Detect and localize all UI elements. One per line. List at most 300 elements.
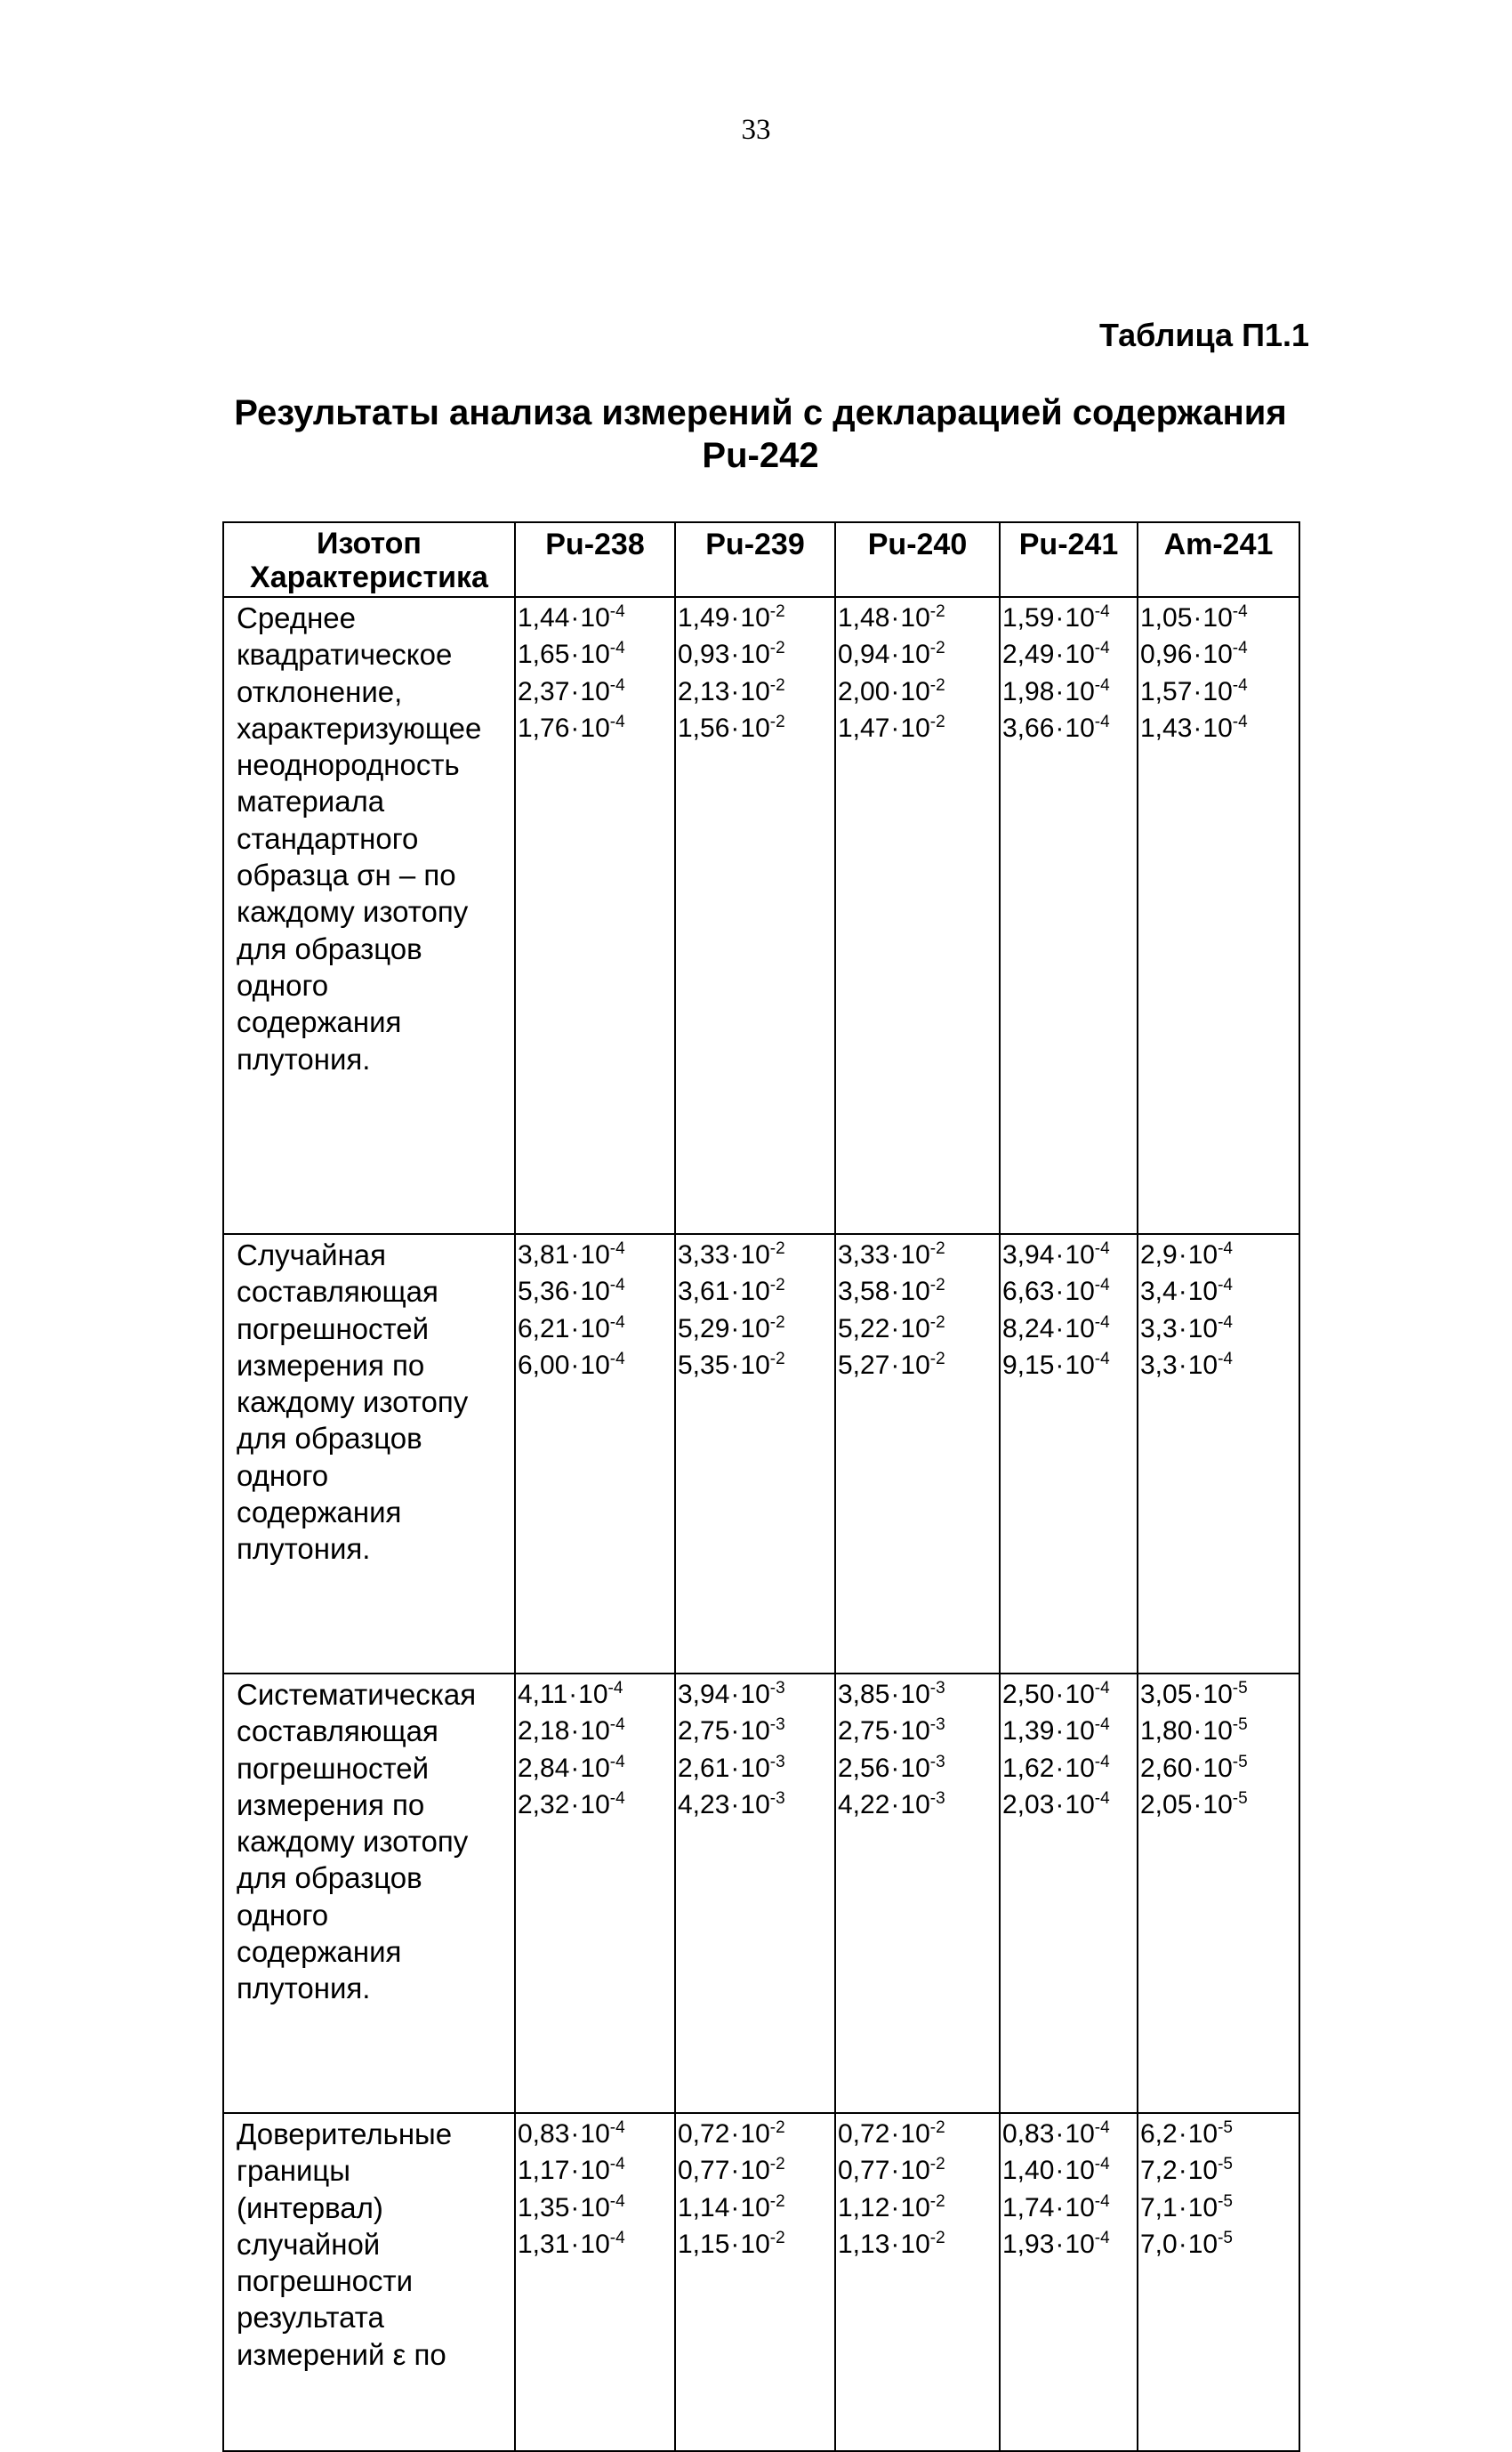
value-entry bbox=[1002, 710, 1137, 746]
value-base: 10 bbox=[580, 1313, 610, 1343]
multiplication-dot: · bbox=[890, 1277, 900, 1307]
value-mantissa: 2,50 bbox=[1002, 1680, 1055, 1709]
multiplication-dot: · bbox=[890, 1313, 900, 1343]
value-mantissa: 9,15 bbox=[1002, 1350, 1055, 1380]
value-exponent: -4 bbox=[609, 712, 625, 731]
value-base: 10 bbox=[1065, 1753, 1095, 1783]
value-entry bbox=[678, 2190, 834, 2226]
value-exponent: -2 bbox=[929, 2118, 945, 2137]
row-label-line: для образцов bbox=[237, 932, 422, 965]
row-label-line: каждому изотопу bbox=[237, 1825, 469, 1859]
value-exponent: -4 bbox=[1232, 602, 1248, 621]
value-exponent: -2 bbox=[769, 602, 785, 621]
row-label-line: измерения по bbox=[237, 1348, 425, 1382]
value-entry bbox=[678, 600, 834, 636]
value-exponent: -2 bbox=[929, 1349, 945, 1368]
value-mantissa: 0,72 bbox=[838, 2119, 890, 2149]
value-mantissa: 1,35 bbox=[518, 2192, 570, 2222]
value-mantissa: 0,96 bbox=[1140, 640, 1193, 670]
value-mantissa: 1,93 bbox=[1002, 2229, 1055, 2259]
value-mantissa: 2,75 bbox=[838, 1716, 890, 1746]
value-entry bbox=[1140, 1237, 1299, 1273]
value-base: 10 bbox=[580, 2119, 610, 2149]
value-entry bbox=[1002, 2152, 1137, 2189]
value-exponent: -4 bbox=[1218, 1349, 1233, 1368]
value-entry bbox=[678, 1787, 834, 1823]
row-label-line: содержания bbox=[237, 1935, 402, 1969]
value-base: 10 bbox=[580, 1350, 610, 1380]
multiplication-dot: · bbox=[890, 603, 900, 633]
value-exponent: -2 bbox=[769, 2228, 785, 2247]
value-exponent: -3 bbox=[769, 1715, 785, 1735]
value-base: 10 bbox=[740, 1716, 770, 1746]
value-mantissa: 3,33 bbox=[678, 1240, 730, 1270]
value-entry bbox=[678, 1713, 834, 1749]
value-exponent: -2 bbox=[769, 675, 785, 695]
value-base: 10 bbox=[1187, 2229, 1218, 2259]
multiplication-dot: · bbox=[1193, 676, 1202, 706]
value-base: 10 bbox=[1065, 1240, 1095, 1270]
multiplication-dot: · bbox=[1055, 1716, 1065, 1746]
value-exponent: -4 bbox=[607, 1679, 623, 1698]
value-exponent: -4 bbox=[609, 2191, 625, 2211]
multiplication-dot: · bbox=[1193, 1716, 1202, 1746]
value-base: 10 bbox=[1202, 1680, 1233, 1709]
value-cell bbox=[1000, 1234, 1138, 1674]
value-mantissa: 1,56 bbox=[678, 713, 730, 743]
value-mantissa: 5,29 bbox=[678, 1313, 730, 1343]
value-mantissa: 1,57 bbox=[1140, 676, 1193, 706]
multiplication-dot: · bbox=[1178, 1313, 1187, 1343]
multiplication-dot: · bbox=[1193, 640, 1202, 670]
value-entry bbox=[1140, 2116, 1299, 2152]
value-cell bbox=[515, 2113, 675, 2451]
value-base: 10 bbox=[580, 713, 610, 743]
value-entry bbox=[1140, 1347, 1299, 1383]
row-label-line: измерения по bbox=[237, 1787, 425, 1821]
multiplication-dot: · bbox=[1055, 1789, 1065, 1819]
value-exponent: -4 bbox=[609, 1239, 625, 1258]
value-base: 10 bbox=[578, 1680, 608, 1709]
multiplication-dot: · bbox=[730, 713, 740, 743]
row-label-line: погрешности bbox=[237, 2264, 414, 2298]
value-exponent: -2 bbox=[929, 1312, 945, 1332]
value-exponent: -2 bbox=[769, 1312, 785, 1332]
value-base: 10 bbox=[900, 1753, 930, 1783]
value-mantissa: 1,98 bbox=[1002, 676, 1055, 706]
value-base: 10 bbox=[1202, 603, 1233, 633]
value-base: 10 bbox=[1202, 640, 1233, 670]
value-entry bbox=[518, 1273, 674, 1310]
value-mantissa: 1,47 bbox=[838, 713, 890, 743]
value-exponent: -2 bbox=[929, 2155, 945, 2174]
row-label-line: Случайная bbox=[237, 1238, 387, 1271]
row-label-line: результата bbox=[237, 2301, 384, 2335]
value-cell bbox=[515, 1674, 675, 2113]
value-mantissa: 2,32 bbox=[518, 1789, 570, 1819]
value-entry bbox=[838, 1787, 999, 1823]
multiplication-dot: · bbox=[890, 2156, 900, 2186]
value-entry bbox=[1002, 2116, 1137, 2152]
multiplication-dot: · bbox=[1055, 2119, 1065, 2149]
multiplication-dot: · bbox=[730, 1716, 740, 1746]
multiplication-dot: · bbox=[730, 603, 740, 633]
value-mantissa: 2,49 bbox=[1002, 640, 1055, 670]
value-base: 10 bbox=[740, 2192, 770, 2222]
value-mantissa: 1,13 bbox=[838, 2229, 890, 2259]
row-label-line: составляющая bbox=[237, 1714, 438, 1748]
row-label-line: одного bbox=[237, 1898, 329, 1932]
value-mantissa: 1,76 bbox=[518, 713, 570, 743]
value-mantissa: 3,66 bbox=[1002, 713, 1055, 743]
value-base: 10 bbox=[900, 640, 930, 670]
row-label-line: каждому изотопу bbox=[237, 895, 469, 929]
value-entry bbox=[678, 1347, 834, 1383]
value-exponent: -4 bbox=[609, 2228, 625, 2247]
value-cell bbox=[675, 597, 835, 1234]
value-exponent: -2 bbox=[929, 1276, 945, 1295]
row-label-line: для образцов bbox=[237, 1861, 422, 1895]
value-entry bbox=[518, 1676, 674, 1713]
value-cell bbox=[515, 597, 675, 1234]
multiplication-dot: · bbox=[730, 1313, 740, 1343]
value-mantissa: 1,31 bbox=[518, 2229, 570, 2259]
value-exponent: -5 bbox=[1232, 1752, 1248, 1771]
value-base: 10 bbox=[1187, 2192, 1218, 2222]
value-base: 10 bbox=[1065, 2229, 1095, 2259]
value-entry bbox=[1140, 1787, 1299, 1823]
value-entry bbox=[1140, 600, 1299, 636]
value-entry bbox=[518, 1347, 674, 1383]
multiplication-dot: · bbox=[570, 1313, 580, 1343]
value-mantissa: 3,4 bbox=[1140, 1277, 1178, 1307]
value-mantissa: 5,22 bbox=[838, 1313, 890, 1343]
row-label bbox=[223, 1674, 515, 2113]
value-mantissa: 5,35 bbox=[678, 1350, 730, 1380]
value-mantissa: 1,17 bbox=[518, 2156, 570, 2186]
value-entry bbox=[518, 710, 674, 746]
value-exponent: -3 bbox=[929, 1679, 945, 1698]
multiplication-dot: · bbox=[1178, 1240, 1187, 1270]
value-mantissa: 4,23 bbox=[678, 1789, 730, 1819]
multiplication-dot: · bbox=[890, 713, 900, 743]
value-cell bbox=[835, 1234, 1000, 1674]
value-mantissa: 1,59 bbox=[1002, 603, 1055, 633]
value-exponent: -4 bbox=[609, 675, 625, 695]
value-cell bbox=[675, 1234, 835, 1674]
value-mantissa: 0,77 bbox=[838, 2156, 890, 2186]
value-base: 10 bbox=[1065, 1680, 1095, 1709]
value-base: 10 bbox=[740, 640, 770, 670]
value-exponent: -5 bbox=[1218, 2228, 1233, 2247]
value-base: 10 bbox=[1202, 676, 1233, 706]
value-base: 10 bbox=[580, 2229, 610, 2259]
value-exponent: -3 bbox=[769, 1788, 785, 1808]
row-label bbox=[223, 2113, 515, 2451]
value-exponent: -5 bbox=[1232, 1715, 1248, 1735]
value-exponent: -4 bbox=[1218, 1312, 1233, 1332]
value-exponent: -2 bbox=[929, 675, 945, 695]
value-entry bbox=[838, 2226, 999, 2262]
multiplication-dot: · bbox=[1178, 2229, 1187, 2259]
value-entry bbox=[518, 2152, 674, 2189]
multiplication-dot: · bbox=[1178, 1277, 1187, 1307]
multiplication-dot: · bbox=[1055, 1313, 1065, 1343]
value-exponent: -2 bbox=[769, 2191, 785, 2211]
value-entry bbox=[518, 600, 674, 636]
value-mantissa: 1,39 bbox=[1002, 1716, 1055, 1746]
multiplication-dot: · bbox=[890, 1350, 900, 1380]
value-base: 10 bbox=[900, 1350, 930, 1380]
value-base: 10 bbox=[900, 1716, 930, 1746]
multiplication-dot: · bbox=[730, 1240, 740, 1270]
value-entry bbox=[678, 1676, 834, 1713]
value-mantissa: 1,48 bbox=[838, 603, 890, 633]
value-exponent: -2 bbox=[769, 1239, 785, 1258]
value-base: 10 bbox=[1187, 2156, 1218, 2186]
multiplication-dot: · bbox=[1055, 2156, 1065, 2186]
multiplication-dot: · bbox=[1178, 2156, 1187, 2186]
value-base: 10 bbox=[740, 1680, 770, 1709]
value-mantissa: 1,40 bbox=[1002, 2156, 1055, 2186]
value-exponent: -4 bbox=[1094, 712, 1110, 731]
row-label-line: материала bbox=[237, 785, 385, 819]
value-entry bbox=[678, 710, 834, 746]
value-mantissa: 2,84 bbox=[518, 1753, 570, 1783]
value-entry bbox=[1002, 1676, 1137, 1713]
value-base: 10 bbox=[1065, 2192, 1095, 2222]
value-exponent: -3 bbox=[929, 1788, 945, 1808]
title-line-2: Pu-242 bbox=[702, 436, 819, 475]
multiplication-dot: · bbox=[730, 1350, 740, 1380]
value-entry bbox=[1002, 1273, 1137, 1310]
value-entry bbox=[838, 2152, 999, 2189]
multiplication-dot: · bbox=[730, 2229, 740, 2259]
row-label-line: измерений ε по bbox=[237, 2337, 446, 2371]
value-base: 10 bbox=[1065, 713, 1095, 743]
value-mantissa: 3,94 bbox=[1002, 1240, 1055, 1270]
value-base: 10 bbox=[1187, 1313, 1218, 1343]
value-cell bbox=[1138, 1674, 1299, 2113]
value-base: 10 bbox=[580, 1240, 610, 1270]
value-mantissa: 3,58 bbox=[838, 1277, 890, 1307]
multiplication-dot: · bbox=[890, 1240, 900, 1270]
value-entry bbox=[1002, 2190, 1137, 2226]
row-label-line: квадратическое bbox=[237, 638, 453, 672]
row-label-line: каждому изотопу bbox=[237, 1385, 469, 1419]
value-entry bbox=[518, 2226, 674, 2262]
value-entry bbox=[838, 636, 999, 673]
value-exponent: -3 bbox=[929, 1715, 945, 1735]
value-entry bbox=[678, 1273, 834, 1310]
value-base: 10 bbox=[740, 1240, 770, 1270]
multiplication-dot: · bbox=[730, 1680, 740, 1709]
value-entry bbox=[1140, 1273, 1299, 1310]
value-mantissa: 1,44 bbox=[518, 603, 570, 633]
value-base: 10 bbox=[1065, 1313, 1095, 1343]
value-entry bbox=[1002, 673, 1137, 710]
value-base: 10 bbox=[1202, 1789, 1233, 1819]
table-row bbox=[223, 1674, 1299, 2113]
value-base: 10 bbox=[1065, 1716, 1095, 1746]
value-cell bbox=[835, 1674, 1000, 2113]
value-base: 10 bbox=[900, 1240, 930, 1270]
value-entry bbox=[838, 1750, 999, 1787]
value-mantissa: 0,93 bbox=[678, 640, 730, 670]
multiplication-dot: · bbox=[730, 2192, 740, 2222]
multiplication-dot: · bbox=[890, 2119, 900, 2149]
value-base: 10 bbox=[740, 1789, 770, 1819]
value-exponent: -4 bbox=[609, 1788, 625, 1808]
value-exponent: -2 bbox=[929, 2228, 945, 2247]
multiplication-dot: · bbox=[1055, 640, 1065, 670]
value-entry bbox=[518, 636, 674, 673]
row-label-line: отклонение, bbox=[237, 674, 403, 708]
value-exponent: -4 bbox=[1218, 1239, 1233, 1258]
value-mantissa: 4,11 bbox=[518, 1680, 568, 1709]
multiplication-dot: · bbox=[730, 2119, 740, 2149]
value-base: 10 bbox=[580, 1277, 610, 1307]
value-mantissa: 3,3 bbox=[1140, 1350, 1178, 1380]
value-base: 10 bbox=[740, 2156, 770, 2186]
multiplication-dot: · bbox=[1178, 2192, 1187, 2222]
value-entry bbox=[838, 2116, 999, 2152]
multiplication-dot: · bbox=[730, 1789, 740, 1819]
multiplication-dot: · bbox=[730, 640, 740, 670]
value-base: 10 bbox=[580, 2156, 610, 2186]
value-base: 10 bbox=[900, 2119, 930, 2149]
row-label-line: составляющая bbox=[237, 1275, 438, 1309]
value-exponent: -4 bbox=[1232, 712, 1248, 731]
value-entry bbox=[838, 1273, 999, 1310]
multiplication-dot: · bbox=[890, 1753, 900, 1783]
value-mantissa: 3,94 bbox=[678, 1680, 730, 1709]
value-base: 10 bbox=[1187, 1240, 1218, 1270]
value-mantissa: 2,56 bbox=[838, 1753, 890, 1783]
value-mantissa: 3,85 bbox=[838, 1680, 890, 1709]
value-entry bbox=[518, 2190, 674, 2226]
value-cell bbox=[1138, 2113, 1299, 2451]
value-entry bbox=[678, 673, 834, 710]
multiplication-dot: · bbox=[570, 640, 580, 670]
value-mantissa: 3,61 bbox=[678, 1277, 730, 1307]
value-cell bbox=[675, 2113, 835, 2451]
value-base: 10 bbox=[740, 713, 770, 743]
multiplication-dot: · bbox=[1055, 2229, 1065, 2259]
row-label-line: погрешностей bbox=[237, 1751, 430, 1785]
value-entry bbox=[518, 1237, 674, 1273]
row-label-line: образца σн – по bbox=[237, 859, 456, 892]
value-exponent: -4 bbox=[1094, 1752, 1110, 1771]
row-label-line: Среднее bbox=[237, 601, 356, 634]
value-base: 10 bbox=[900, 2192, 930, 2222]
value-exponent: -2 bbox=[769, 2155, 785, 2174]
value-base: 10 bbox=[900, 676, 930, 706]
row-label-line: погрешностей bbox=[237, 1311, 430, 1345]
multiplication-dot: · bbox=[730, 2156, 740, 2186]
value-base: 10 bbox=[1187, 2119, 1218, 2149]
value-exponent: -4 bbox=[609, 639, 625, 658]
row-label-line: плутония. bbox=[237, 1532, 371, 1566]
header-isotope-characteristic bbox=[223, 522, 515, 597]
row-label bbox=[223, 597, 515, 1234]
value-base: 10 bbox=[740, 603, 770, 633]
value-entry bbox=[1002, 1750, 1137, 1787]
value-base: 10 bbox=[1065, 1277, 1095, 1307]
value-exponent: -2 bbox=[929, 712, 945, 731]
value-mantissa: 2,03 bbox=[1002, 1789, 1055, 1819]
value-mantissa: 2,13 bbox=[678, 676, 730, 706]
value-mantissa: 5,27 bbox=[838, 1350, 890, 1380]
value-base: 10 bbox=[1065, 603, 1095, 633]
value-exponent: -4 bbox=[609, 1752, 625, 1771]
multiplication-dot: · bbox=[570, 1753, 580, 1783]
value-base: 10 bbox=[1065, 2119, 1095, 2149]
multiplication-dot: · bbox=[570, 1240, 580, 1270]
value-entry bbox=[838, 1237, 999, 1273]
multiplication-dot: · bbox=[890, 2229, 900, 2259]
value-exponent: -2 bbox=[769, 639, 785, 658]
multiplication-dot: · bbox=[890, 1789, 900, 1819]
value-entry bbox=[838, 600, 999, 636]
multiplication-dot: · bbox=[1055, 1350, 1065, 1380]
value-base: 10 bbox=[580, 2192, 610, 2222]
value-exponent: -4 bbox=[1218, 1276, 1233, 1295]
multiplication-dot: · bbox=[570, 1789, 580, 1819]
row-label-line: одного bbox=[237, 968, 329, 1002]
value-exponent: -3 bbox=[769, 1752, 785, 1771]
value-exponent: -4 bbox=[609, 1349, 625, 1368]
value-exponent: -4 bbox=[1094, 1715, 1110, 1735]
value-mantissa: 2,05 bbox=[1140, 1789, 1193, 1819]
row-label-line: плутония. bbox=[237, 1972, 371, 2005]
value-entry bbox=[678, 1237, 834, 1273]
multiplication-dot: · bbox=[730, 1277, 740, 1307]
value-base: 10 bbox=[580, 1789, 610, 1819]
value-exponent: -2 bbox=[929, 1239, 945, 1258]
value-entry bbox=[838, 2190, 999, 2226]
value-mantissa: 2,18 bbox=[518, 1716, 570, 1746]
value-mantissa: 1,62 bbox=[1002, 1753, 1055, 1783]
value-entry bbox=[518, 673, 674, 710]
value-entry bbox=[838, 1347, 999, 1383]
value-mantissa: 4,22 bbox=[838, 1789, 890, 1819]
value-exponent: -4 bbox=[1094, 639, 1110, 658]
value-exponent: -5 bbox=[1218, 2155, 1233, 2174]
value-mantissa: 1,14 bbox=[678, 2192, 730, 2222]
multiplication-dot: · bbox=[570, 676, 580, 706]
table-header-row bbox=[223, 522, 1299, 597]
header-column: Pu-239 bbox=[675, 522, 835, 597]
value-mantissa: 3,33 bbox=[838, 1240, 890, 1270]
value-base: 10 bbox=[900, 603, 930, 633]
value-base: 10 bbox=[740, 1753, 770, 1783]
value-base: 10 bbox=[740, 676, 770, 706]
value-cell bbox=[1000, 2113, 1138, 2451]
value-exponent: -2 bbox=[929, 639, 945, 658]
value-base: 10 bbox=[1202, 713, 1233, 743]
value-exponent: -4 bbox=[609, 1276, 625, 1295]
value-exponent: -5 bbox=[1218, 2118, 1233, 2137]
multiplication-dot: · bbox=[890, 640, 900, 670]
value-entry bbox=[1140, 2152, 1299, 2189]
value-base: 10 bbox=[580, 1716, 610, 1746]
multiplication-dot: · bbox=[1055, 2192, 1065, 2222]
multiplication-dot: · bbox=[1178, 1350, 1187, 1380]
value-entry bbox=[1140, 2226, 1299, 2262]
value-exponent: -4 bbox=[1094, 1239, 1110, 1258]
multiplication-dot: · bbox=[890, 1680, 900, 1709]
